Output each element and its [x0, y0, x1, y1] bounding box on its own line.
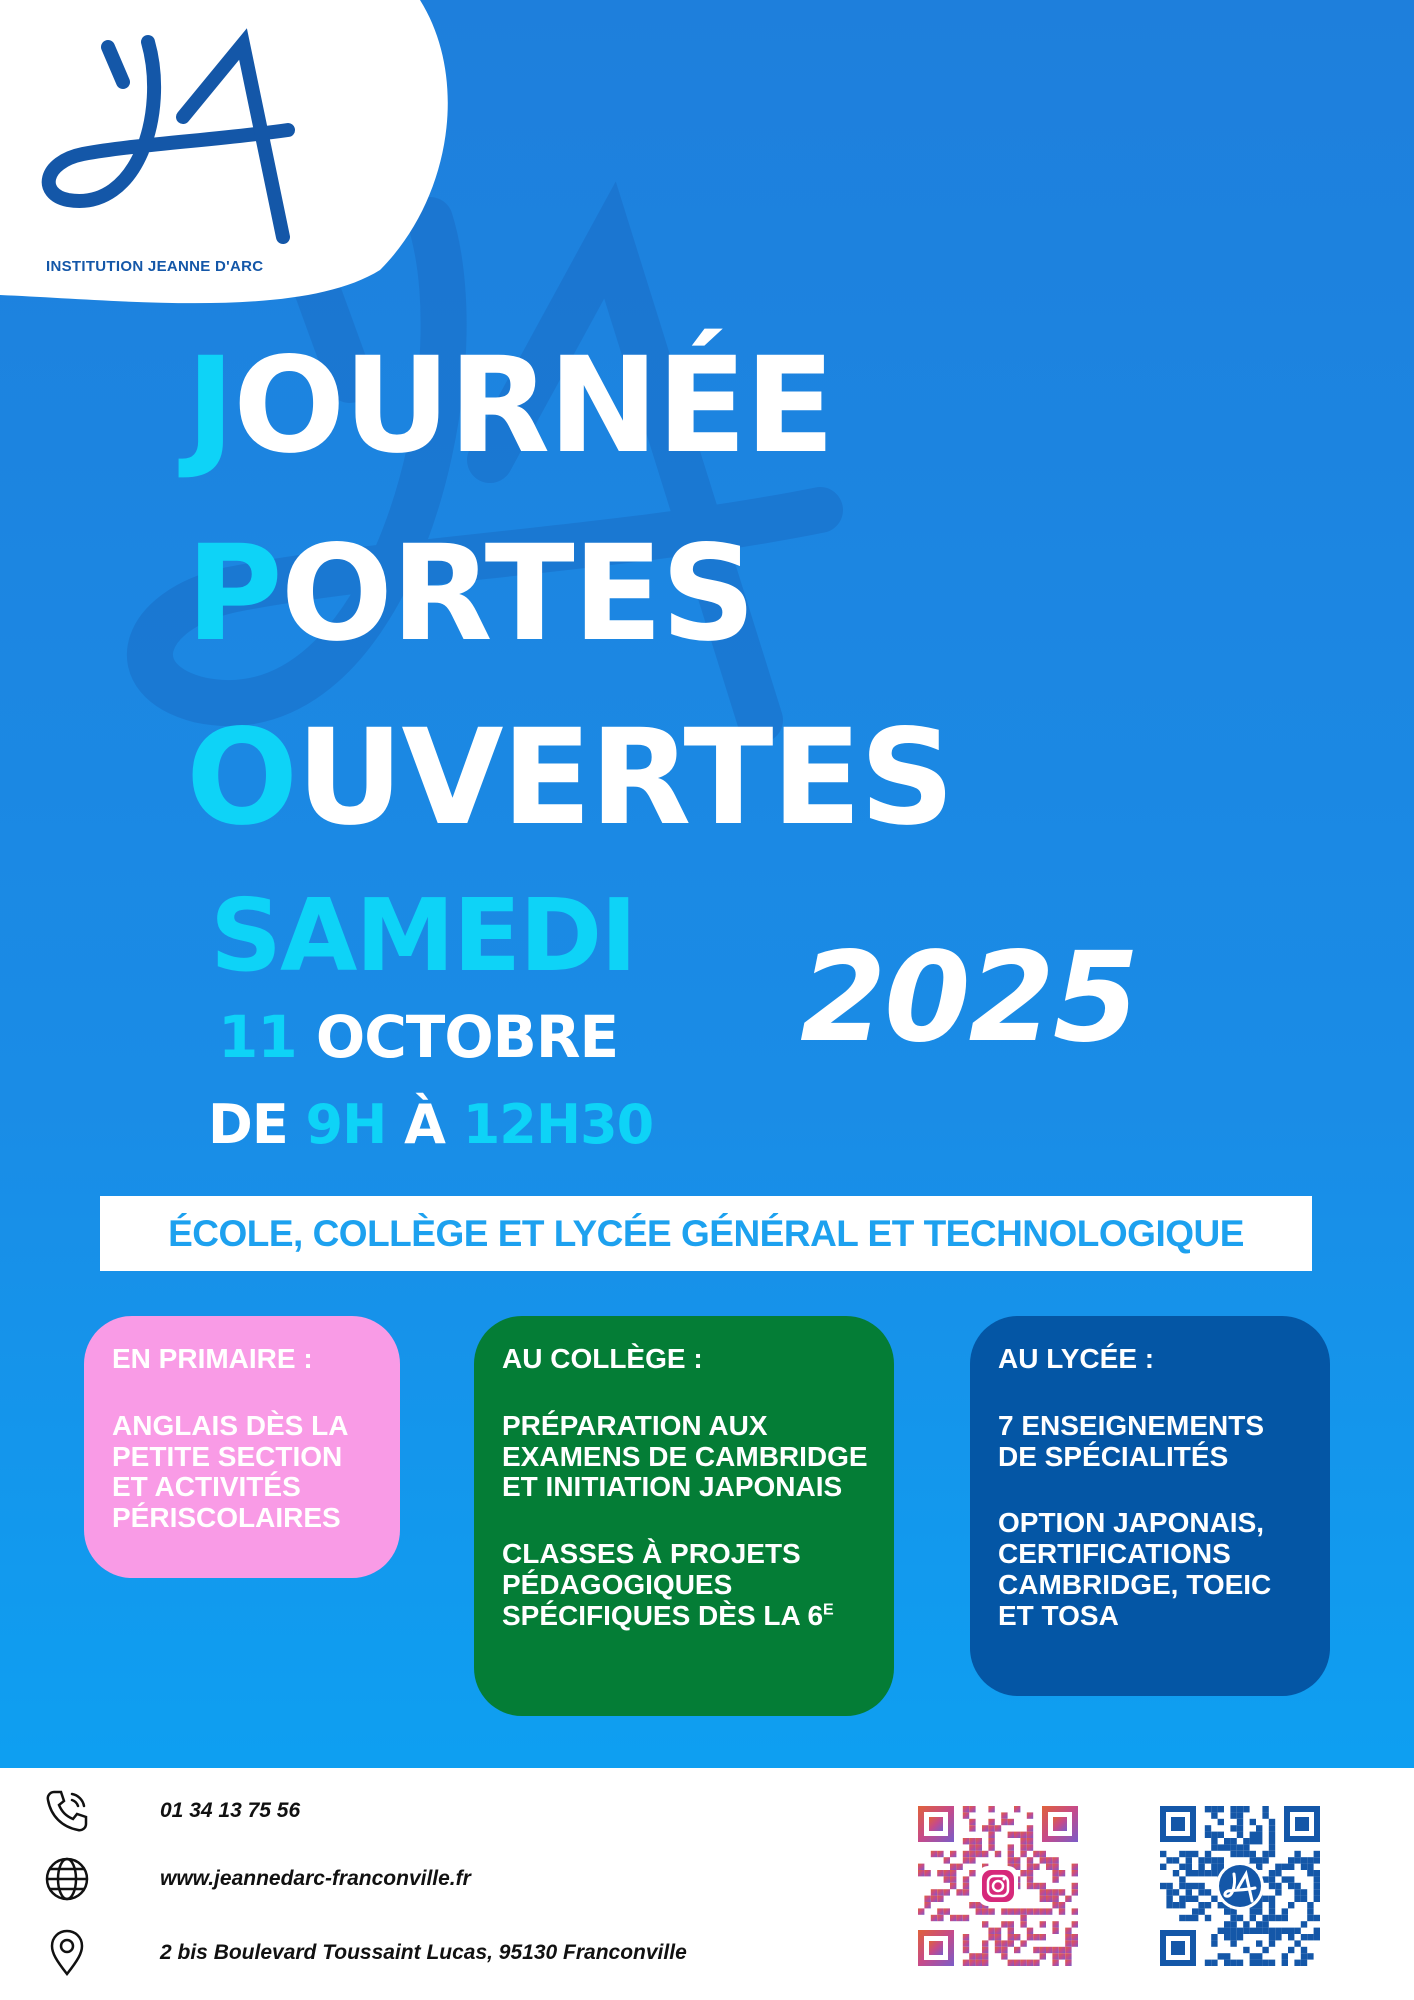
globe-icon [42, 1854, 92, 1904]
card-primaire [84, 1316, 400, 1578]
event-hours: DE 9H À 12H30 [208, 1093, 654, 1156]
contact-website[interactable] [42, 1854, 471, 1904]
card-lycee [970, 1316, 1330, 1696]
card-text: ANGLAIS DÈS LA PETITE SECTION ET ACTIVITÉS PÉRISCOLAIRES [112, 1409, 348, 1534]
location-pin-icon [42, 1928, 92, 1978]
card-text: CLASSES À PROJETS PÉDAGOGIQUES SPÉCIFIQUES DÈS LA $6^E$ [502, 1538, 834, 1631]
card-heading: AU LYCÉE : [998, 1343, 1155, 1374]
school-levels-banner [100, 1196, 1312, 1271]
phone-number: 01 34 13 75 56 [160, 1799, 301, 1822]
card-heading: EN PRIMAIRE : [112, 1343, 313, 1374]
title-line-journee: JOURNÉE [186, 329, 833, 483]
event-day: SAMEDI [210, 877, 636, 994]
event-date: 11 OCTOBRE [218, 1003, 619, 1071]
phone-icon [42, 1786, 92, 1836]
contact-address [42, 1928, 687, 1978]
banner-text: ÉCOLE, COLLÈGE ET LYCÉE GÉNÉRAL ET TECHNOLOGIQUE [168, 1212, 1244, 1254]
address-text: 2 bis Boulevard Toussaint Lucas, 95130 Franconville [160, 1941, 687, 1964]
website-qr-code[interactable] [1160, 1806, 1320, 1966]
institution-name: INSTITUTION JEANNE D'ARC [46, 258, 264, 275]
card-college [474, 1316, 894, 1716]
contact-phone[interactable] [42, 1786, 300, 1836]
website-url: www.jeannedarc-franconville.fr [160, 1867, 471, 1890]
card-text: PRÉPARATION AUX EXAMENS DE CAMBRIDGE ET INITIATION JAPONAIS [502, 1409, 868, 1503]
card-text: 7 ENSEIGNEMENTS DE SPÉCIALITÉS [998, 1409, 1265, 1472]
event-year: 2025 [800, 926, 1138, 1070]
title-line-portes: PORTES [186, 517, 754, 671]
title-line-ouvertes: OUVERTES [186, 701, 953, 855]
logo-icon [28, 22, 328, 252]
instagram-qr-code[interactable] [918, 1806, 1078, 1966]
card-heading: AU COLLÈGE : [502, 1343, 703, 1374]
card-text: OPTION JAPONAIS, CERTIFICATIONS CAMBRIDGE, TOEIC ET TOSA [998, 1507, 1272, 1631]
instagram-icon [982, 1870, 1014, 1902]
